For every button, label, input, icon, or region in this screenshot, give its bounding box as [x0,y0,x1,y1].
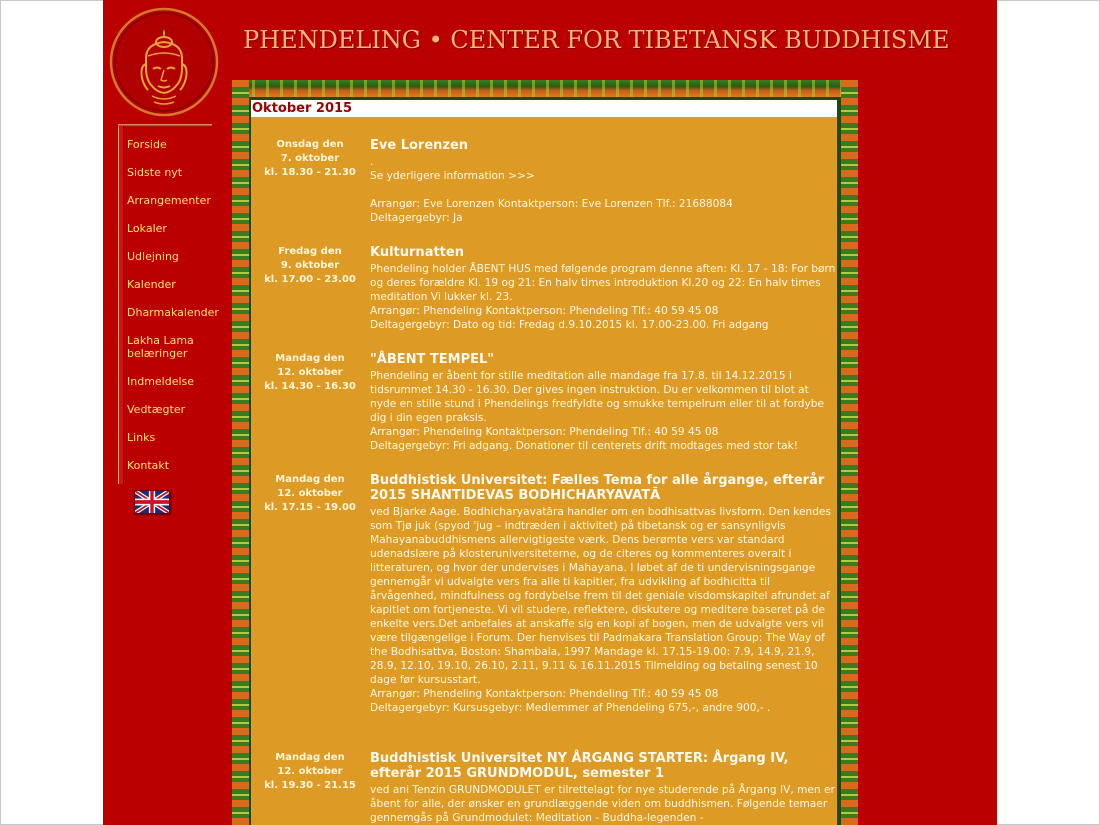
events-content [251,100,837,825]
nav-item-indmeldelse[interactable]: Indmeldelse [127,375,195,388]
event-date [251,138,369,180]
event-title[interactable]: Buddhistisk Universitet NY ÅRGANG STARTER: Årgang IV, efterår 2015 GRUNDMODUL, semester 1 [370,751,789,781]
nav-item-lokaler[interactable]: Lokaler [127,222,167,235]
nav-cap-divider [118,124,212,127]
event-date [251,751,369,793]
event-body [370,138,836,225]
nav-rail-divider [118,126,124,484]
event-body [370,473,836,715]
event-time: kl. 17.00 - 23.00 [264,274,356,285]
more-info-link[interactable]: Se yderligere information >>> [370,170,535,182]
event-date-month: 9. oktober [280,260,340,271]
event-description: Phendeling er åbent for stille meditation alle mandage fra 17.8. til 14.12.2015 i tidsrummet 14.30 - 16.30. Der gives ingen instruktion. Du er velkommen til blot at nyde en stille stund i Phendelings fredfyldte og smukke tempelrum eller til at fordybe dig i din egen praksis. [370,370,825,424]
ornamental-border-right [841,80,858,825]
nav-item-sidste-nyt[interactable]: Sidste nyt [127,166,183,179]
nav-item-kontakt[interactable]: Kontakt [127,459,170,472]
event-time: kl. 14.30 - 16.30 [264,381,356,392]
main-nav [127,138,237,487]
event-organizer: Arrangør: Eve Lorenzen Kontaktperson: Eve Lorenzen Tlf.: 21688084 [370,198,733,210]
event-date [251,245,369,287]
nav-item-forside[interactable]: Forside [127,138,167,151]
event-time: kl. 17.15 - 19.00 [264,502,356,513]
event-title[interactable]: Eve Lorenzen [370,138,469,153]
event-date-month: 7. oktober [280,153,340,164]
event-date [251,352,369,394]
month-heading: Oktober 2015 [251,100,837,117]
event-title[interactable]: Buddhistisk Universitet: Fælles Tema for alle årgange, efterår 2015 SHANTIDEVAS BODHICHARYAVATĀ [370,473,825,503]
site-container [103,0,997,825]
event-title[interactable]: "ÅBENT TEMPEL" [370,352,495,367]
buddha-head-icon [108,6,220,118]
event-time: kl. 19.30 - 21.15 [264,780,356,791]
event-date-day: Mandag den [275,474,345,485]
event-time: kl. 18.30 - 21.30 [264,167,356,178]
event-organizer: Arrangør: Phendeling Kontaktperson: Phendeling Tlf.: 40 59 45 08 [370,426,719,438]
nav-item-dharmakalender[interactable]: Dharmakalender [127,306,219,319]
event-fee: Deltagergebyr: Fri adgang. Donationer til centerets drift modtages med stor tak! [370,440,799,452]
nav-item-arrangementer[interactable]: Arrangementer [127,194,211,207]
event-fee: Deltagergebyr: Kursusgebyr: Medlemmer af Phendeling 675,-, andre 900,- . [370,702,771,714]
border-line-right [837,97,841,825]
nav-item-links[interactable]: Links [127,431,156,444]
event-organizer: Arrangør: Phendeling Kontaktperson: Phendeling Tlf.: 40 59 45 08 [370,305,719,317]
event-body [370,352,836,453]
event-title[interactable]: Kulturnatten [370,245,464,260]
event-fee: Deltagergebyr: Ja [370,212,463,224]
event-date-day: Mandag den [275,752,345,763]
nav-item-kalender[interactable]: Kalender [127,278,176,291]
event-date-month: 12. oktober [277,488,343,499]
ornamental-border-left [232,80,249,825]
event-date-day: Onsdag den [276,139,344,150]
event-description: ved Bjarke Aage. Bodhicharyavatāra handler om en bodhisattvas livsform. Den kendes som Tjø juk (spyod 'jug – indtræden i aktivitet) på tibetansk og er sansynligvis Mahayanabuddhismens allervigtigeste værk. Dens berømte vers var standard udenadslære på klosteruniversiteterne, og de citeres og kommenteres overalt i litteraturen, og hvor der undervises i Mahayana. I løbet af de ti undervisningsgange gennemgår vi udvalgte vers fra alle ti kapitler, fra udvikling af bodhicitta til årvågenhed, mindfulness og fordybelse frem til det geniale visdomskapitel afrundet af kapitlet om fortjeneste. Vi vil studere, reflektere, diskutere og meditere baseret på de enkelte vers.Det anbefales at anskaffe sig en kopi af bogen, men de udvalgte vers vil være tilgængelige i Forum. Der henvises til Padmakara Translation Group: The Way of the Bodhisattva, Boston: Shambala, 1997 Mandage kl. 17.15-19.00: 7.9, 14.9, 21.9, 28.9, 12.10, 19.10, 26.10, 2.11, 9.11 & 16.11.2015 Tilmelding og betaling senest 10 dage før kursusstart. [370,506,831,686]
event-date-day: Fredag den [278,246,342,257]
event-date-month: 12. oktober [277,766,343,777]
event-date-month: 12. oktober [277,367,343,378]
event-body [370,245,836,332]
event-date [251,473,369,515]
site-title: PHENDELING • CENTER FOR TIBETANSK BUDDHISME [243,26,950,54]
event-description: ved ani Tenzin GRUNDMODULET er tilrettelagt for nye studerende på Årgang IV, men er åbent for alle, der ønsker en grundlæggende viden om buddhismen. Følgende temaer gennemgås på Grundmodulet: Meditation - Buddha-legenden - [370,784,835,824]
nav-item-lakha-lama[interactable]: Lakha Lama belæringer [127,334,194,360]
event-date-day: Mandag den [275,353,345,364]
event-fee: Deltagergebyr: Dato og tid: Fredag d.9.10.2015 kl. 17.00-23.00. Fri adgang [370,319,769,331]
nav-item-udlejning[interactable]: Udlejning [127,250,179,263]
event-body [370,751,836,825]
event-description: Phendeling holder ÅBENT HUS med følgende program denne aften: Kl. 17 - 18: For børn og deres forældre Kl. 19 og 21: En halv times introduktion Kl.20 og 22: En halv times meditation Vi lukker kl. 23. [370,263,836,303]
uk-flag-icon[interactable] [134,490,170,514]
event-description: . [370,156,374,168]
nav-item-vedtaegter[interactable]: Vedtægter [127,403,186,416]
ornamental-border-top [232,80,858,97]
buddha-logo[interactable] [108,6,220,118]
event-organizer: Arrangør: Phendeling Kontaktperson: Phendeling Tlf.: 40 59 45 08 [370,688,719,700]
